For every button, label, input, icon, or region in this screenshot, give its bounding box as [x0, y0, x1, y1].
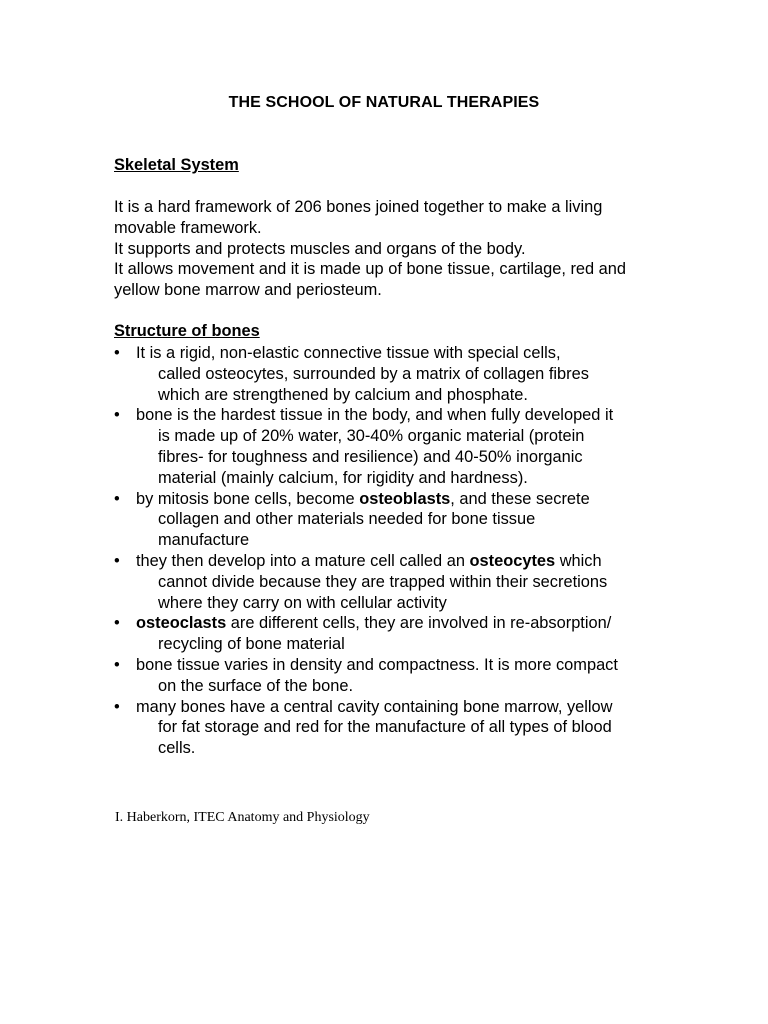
intro-line: It allows movement and it is made up of bone tissue, cartilage, red and yellow bone marrow and periosteum. — [114, 260, 627, 300]
bullet-continuation-line: material (mainly calcium, for rigidity and hardness). — [158, 468, 528, 487]
bullet-continuation-line: manufacture — [158, 531, 250, 550]
structure-bullet-list — [112, 343, 672, 759]
bullet-first-line — [112, 405, 672, 426]
bullet-continuation-line: collagen and other materials needed for bone tissue — [158, 510, 536, 529]
bullet-continuation-line: fibres- for toughness and resilience) and 40-50% inorganic — [158, 447, 583, 466]
bullet-item — [112, 489, 672, 551]
bullet-continuation-line: cells. — [158, 739, 196, 758]
bullet-dot-icon: • — [114, 655, 120, 674]
bullet-text: bone is the hardest tissue in the body, and when fully developed it — [136, 406, 614, 425]
bullet-text: , and these secrete — [450, 489, 590, 508]
bullet-continuation-line: for fat storage and red for the manufacture of all types of blood — [158, 718, 612, 737]
bullet-text: which — [555, 551, 602, 570]
bullet-continuation-line: recycling of bone material — [158, 635, 345, 654]
bullet-first-line — [112, 489, 672, 510]
bullet-text: are different cells, they are involved in re-absorption/ — [226, 614, 612, 633]
footer-credit: I. Haberkorn, ITEC Anatomy and Physiology — [115, 810, 370, 825]
bullet-first-line — [112, 343, 672, 364]
bullet-first-line — [112, 551, 672, 572]
bullet-item — [112, 343, 672, 405]
bullet-dot-icon: • — [114, 406, 120, 425]
bullet-continuation-line: is made up of 20% water, 30-40% organic material (protein — [158, 427, 585, 446]
bullet-item — [112, 613, 672, 655]
bullet-dot-icon: • — [114, 489, 120, 508]
bullet-text: It is a rigid, non-elastic connective tissue with special cells, — [136, 344, 561, 362]
skeletal-intro — [114, 197, 674, 301]
bullet-first-line — [112, 613, 672, 634]
bullet-dot-icon: • — [114, 697, 120, 716]
bullet-continuation-line: on the surface of the bone. — [158, 676, 354, 695]
bullet-text: bone tissue varies in density and compactness. It is more compact — [136, 655, 618, 674]
bullet-dot-icon: • — [114, 614, 120, 633]
bullet-item — [112, 551, 672, 613]
bullet-dot-icon: • — [114, 344, 120, 362]
bullet-continuation-line: called osteocytes, surrounded by a matrix of collagen fibres — [158, 364, 589, 383]
bullet-first-line — [112, 697, 672, 718]
bullet-item — [112, 655, 672, 697]
bullet-item — [112, 697, 672, 759]
intro-line: It supports and protects muscles and organs of the body. — [114, 239, 526, 258]
bullet-continuation-line: cannot divide because they are trapped within their secretions — [158, 572, 608, 591]
bullet-bold-term: osteoclasts — [136, 614, 227, 633]
bullet-item — [112, 405, 672, 488]
skeletal-system-heading: Skeletal System — [114, 156, 239, 174]
bullet-text: they then develop into a mature cell called an — [136, 551, 470, 570]
bullet-continuation-line: where they carry on with cellular activity — [158, 593, 447, 612]
bullet-dot-icon: • — [114, 551, 120, 570]
structure-of-bones-heading: Structure of bones — [114, 322, 260, 340]
bullet-continuation-line: which are strengthened by calcium and phosphate. — [158, 385, 528, 404]
intro-line: It is a hard framework of 206 bones joined together to make a living movable framework. — [114, 198, 603, 237]
document-title: THE SCHOOL OF NATURAL THERAPIES — [228, 94, 540, 111]
bullet-text: many bones have a central cavity containing bone marrow, yellow — [136, 697, 613, 716]
bullet-first-line — [112, 655, 672, 676]
bullet-text: by mitosis bone cells, become — [136, 489, 360, 508]
bullet-bold-term: osteocytes — [469, 551, 556, 570]
bullet-bold-term: osteoblasts — [359, 489, 451, 508]
